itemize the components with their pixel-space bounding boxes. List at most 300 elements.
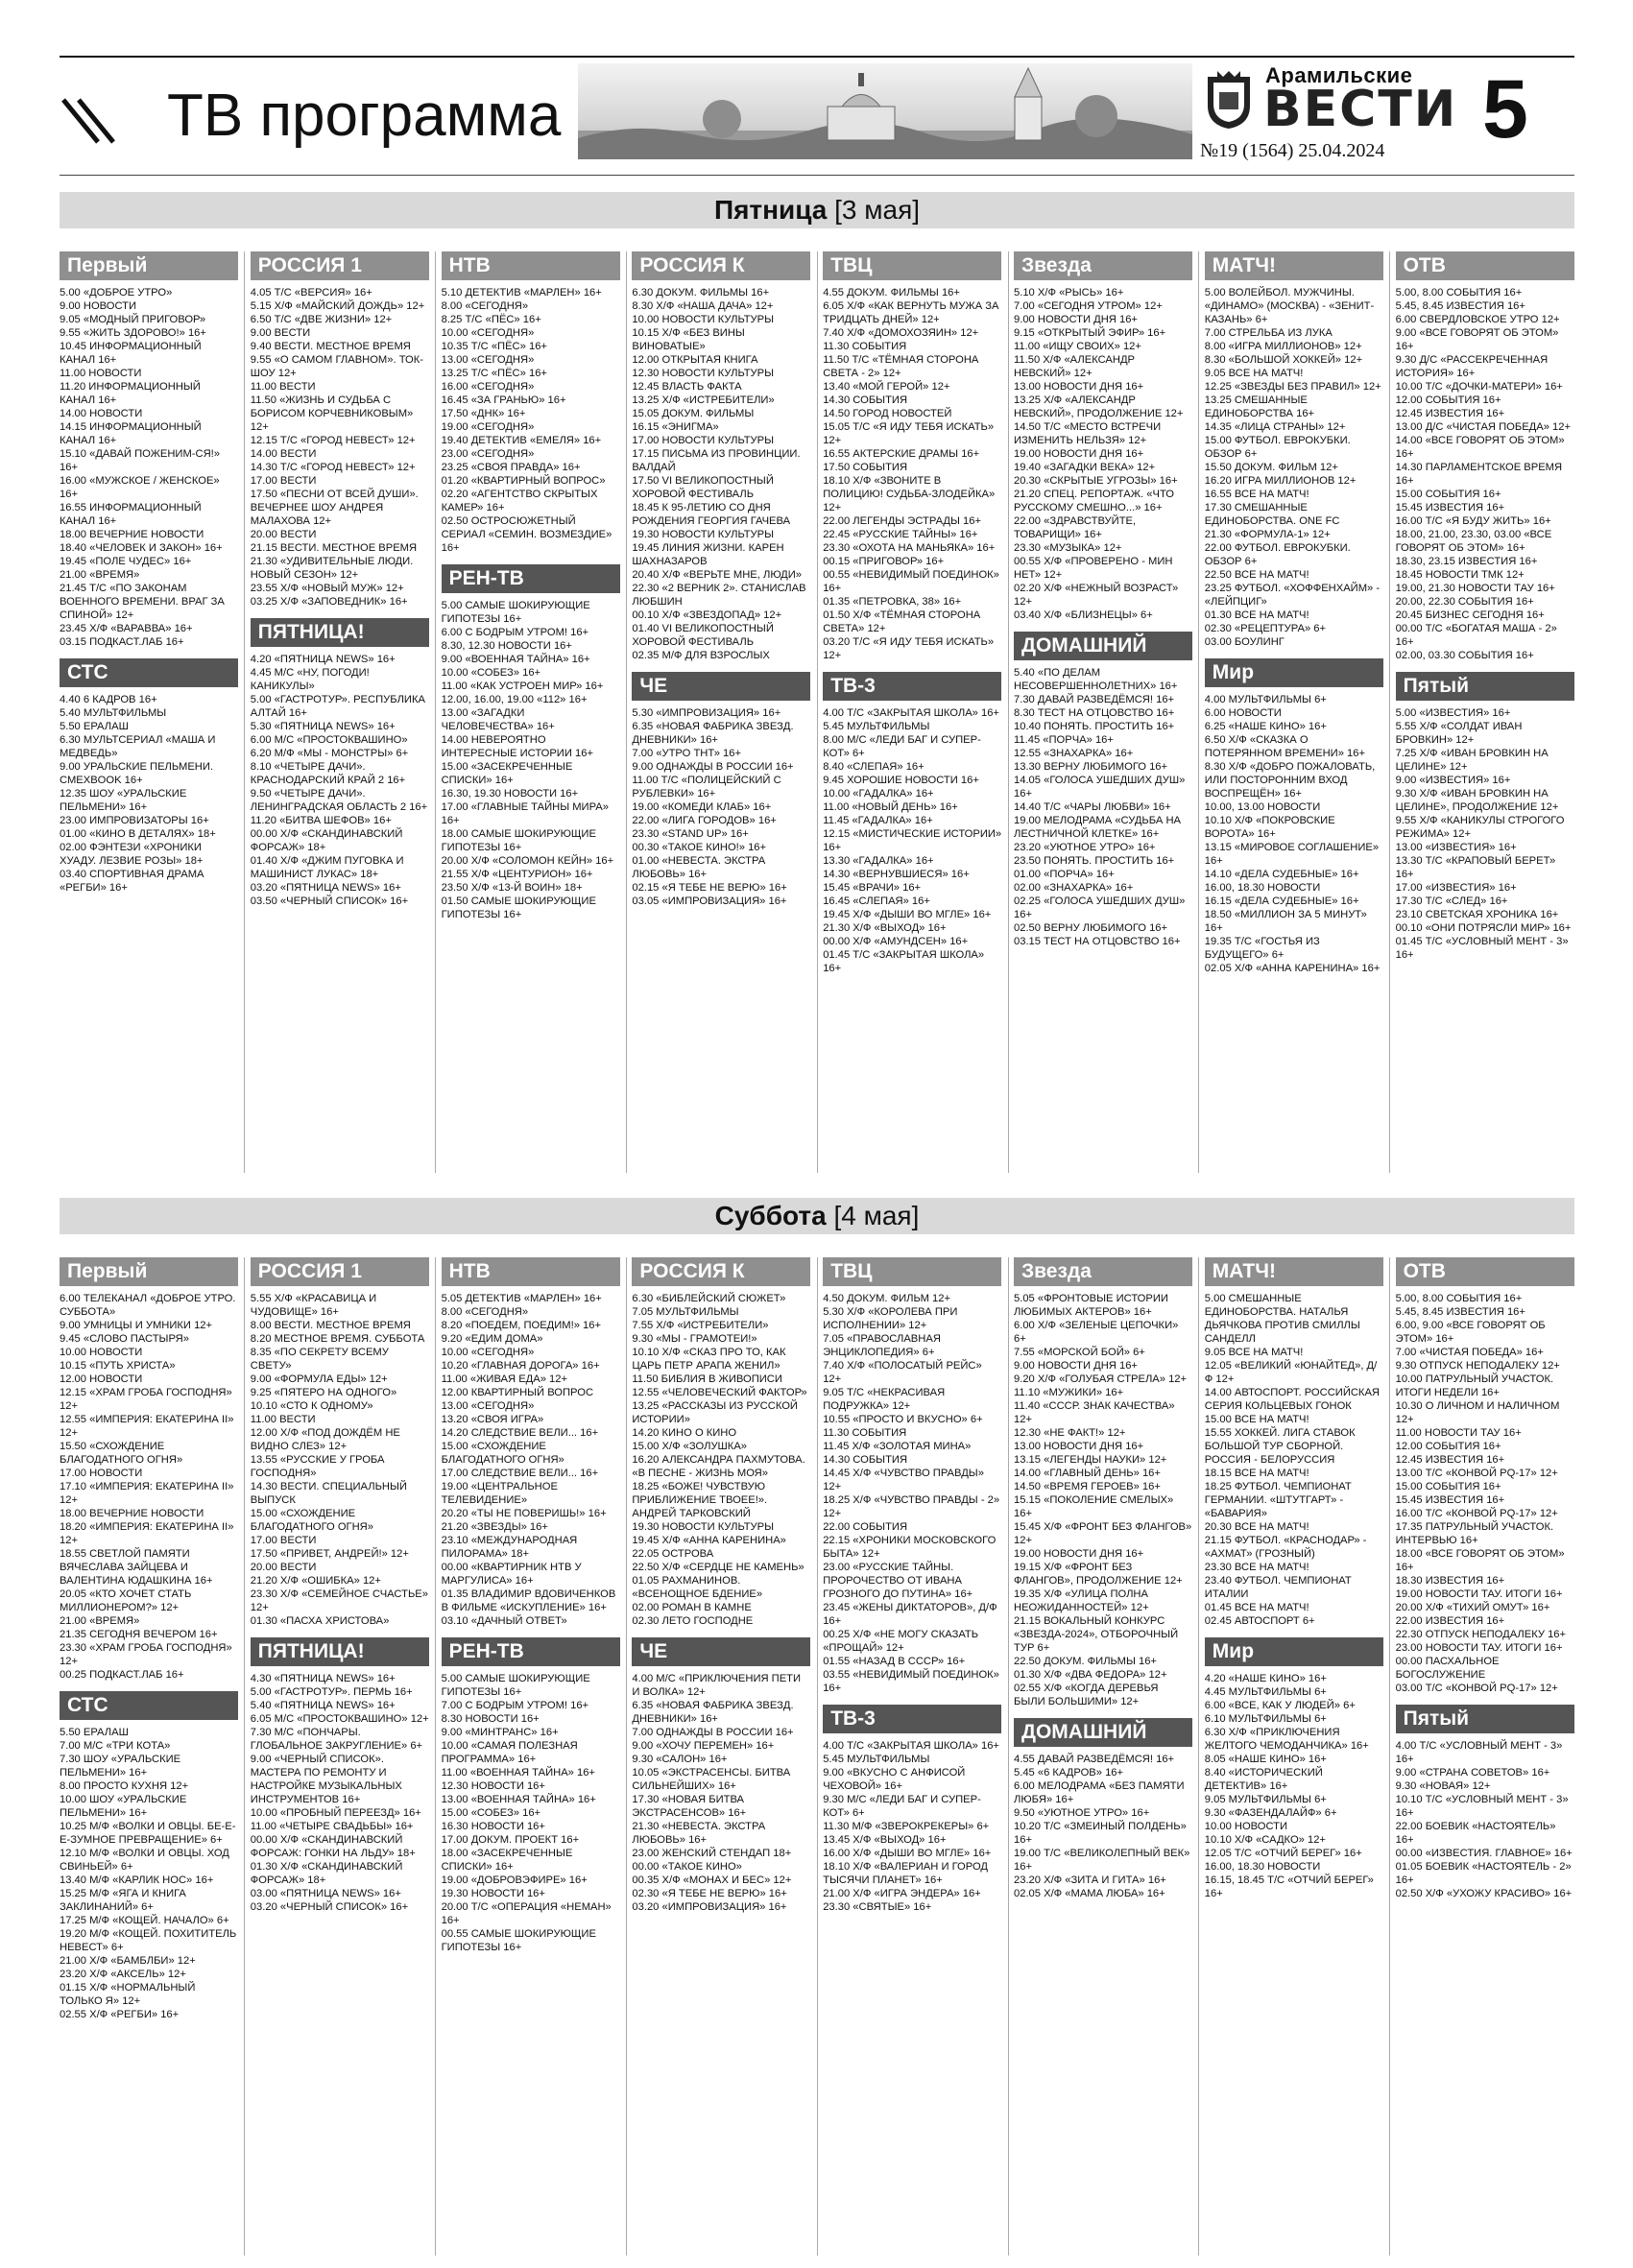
program-item: 4.55 ДОКУМ. ФИЛЬМЫ 16+	[823, 287, 960, 298]
program-item: 15.10 «ДАВАЙ ПОЖЕНИМ-СЯ!» 16+	[60, 448, 221, 473]
program-item: 8.30 «БОЛЬШОЙ ХОККЕЙ» 12+	[1204, 354, 1363, 366]
channel-header: РОССИЯ К	[632, 251, 810, 280]
channel-header: Мир	[1205, 658, 1383, 687]
program-item: 03.10 «ДАЧНЫЙ ОТВЕТ»	[441, 1615, 567, 1627]
program-item: 9.00 «ВСЕ ГОВОРЯТ ОБ ЭТОМ» 16+	[1395, 327, 1559, 352]
program-item: 4.40 6 КАДРОВ 16+	[60, 694, 157, 705]
channel-header: МАТЧ!	[1205, 1257, 1383, 1286]
program-item: 22.00 ЛЕГЕНДЫ ЭСТРАДЫ 16+	[823, 515, 981, 527]
program-item: 23.00 «РУССКИЕ ТАЙНЫ. ПРОРОЧЕСТВО ОТ ИВАНА ГРОЗНОГО ДО ПУТИНА» 16+	[823, 1562, 973, 1600]
program-item: 21.30 «ФОРМУЛА-1» 12+	[1204, 529, 1331, 540]
program-item: 23.45 Х/Ф «ВАРАВВА» 16+	[60, 623, 193, 634]
program-item: 13.30 ВЕРНУ ЛЮБИМОГО 16+	[1014, 761, 1168, 773]
program-item: 14.00 «ГЛАВНЫЙ ДЕНЬ» 16+	[1014, 1468, 1161, 1479]
program-item: 23.45 «ЖЕНЫ ДИКТАТОРОВ», Д/Ф 16+	[823, 1602, 997, 1627]
program-item: 5.00 СМЕШАННЫЕ ЕДИНОБОРСТВА. НАТАЛЬЯ ДЬЯЧКОВА ПРОТИВ СМИЛЛЫ САНДЕЛЛ	[1204, 1293, 1360, 1345]
day-name: Суббота	[714, 1201, 827, 1230]
program-item: 00.55 САМЫЕ ШОКИРУЮЩИЕ ГИПОТЕЗЫ 16+	[441, 1928, 596, 1953]
program-item: 11.40 «СССР. ЗНАК КАЧЕСТВА» 12+	[1014, 1400, 1175, 1425]
channel-header: СТС	[60, 1691, 238, 1720]
program-item: 03.40 СПОРТИВНАЯ ДРАМА «РЕГБИ» 16+	[60, 869, 204, 894]
program-item: 14.45 Х/Ф «ЧУВСТВО ПРАВДЫ» 12+	[823, 1468, 984, 1492]
program-item: 19.00 «КОМЕДИ КЛАБ» 16+	[632, 801, 772, 813]
channel-header: Звезда	[1014, 251, 1192, 280]
program-item: 02.30 ЛЕТО ГОСПОДНЕ	[632, 1615, 754, 1627]
program-item: 00.55 «НЕВИДИМЫЙ ПОЕДИНОК» 16+	[823, 569, 999, 594]
schedule-column	[1396, 251, 1574, 962]
program-item: 17.00 «ГЛАВНЫЕ ТАЙНЫ МИРА» 16+	[441, 801, 609, 826]
channel-header: ТВЦ	[823, 1257, 1001, 1286]
program-item: 11.00 ВЕСТИ	[250, 1414, 316, 1425]
program-item: 21.20 СПЕЦ. РЕПОРТАЖ. «ЧТО РУССКОМУ СМЕШНО...» 16+	[1014, 489, 1174, 513]
program-item: 01.40 Х/Ф «ДЖИМ ПУГОВКА И МАШИНИСТ ЛУКАС» 18+	[250, 855, 404, 880]
program-item: 21.15 ФУТБОЛ. «КРАСНОДАР» - «АХМАТ» (ГРОЗНЫЙ)	[1204, 1535, 1367, 1560]
column-separator	[244, 1257, 245, 2256]
program-item: 14.00 НОВОСТИ	[60, 408, 143, 419]
program-list	[251, 286, 429, 609]
program-item: 11.50 «ЖИЗНЬ И СУДЬБА С БОРИСОМ КОРЧЕВНИКОВЫМ» 12+	[250, 394, 414, 433]
program-item: 10.25 М/Ф «ВОЛКИ И ОВЦЫ. БЕ-Е-Е-ЗУМНОЕ ПРЕВРАЩЕНИЕ» 6+	[60, 1821, 236, 1846]
program-item: 18.30 ИЗВЕСТИЯ 16+	[1395, 1575, 1505, 1587]
program-item: 15.00 Х/Ф «ЗОЛУШКА»	[632, 1441, 748, 1452]
program-item: 21.00 Х/Ф «ИГРА ЭНДЕРА» 16+	[823, 1888, 981, 1899]
program-item: 5.30 «ИМПРОВИЗАЦИЯ» 16+	[632, 707, 781, 719]
newspaper-logo	[1200, 63, 1458, 164]
program-item: 4.00 Т/С «ЗАКРЫТАЯ ШКОЛА» 16+	[823, 1740, 999, 1752]
program-item: 21.15 ВЕСТИ. МЕСТНОЕ ВРЕМЯ	[250, 542, 418, 554]
program-item: 13.25 Х/Ф «ИСТРЕБИТЕЛИ»	[632, 394, 775, 406]
program-item: 18.25 ФУТБОЛ. ЧЕМПИОНАТ ГЕРМАНИИ. «ШТУТГАРТ» - «БАВАРИЯ»	[1204, 1481, 1352, 1519]
program-item: 18.00 «ВСЕ ГОВОРЯТ ОБ ЭТОМ» 16+	[1395, 1548, 1565, 1573]
day-bar-saturday	[60, 1198, 1574, 1234]
program-item: 22.50 ДОКУМ. ФИЛЬМЫ 16+	[1014, 1656, 1157, 1667]
program-item: 11.45 Х/Ф «ЗОЛОТАЯ МИНА»	[823, 1441, 972, 1452]
program-item: 21.30 «НЕВЕСТА. ЭКСТРА ЛЮБОВЬ» 16+	[632, 1821, 766, 1846]
program-item: 17.50 VI ВЕЛИКОПОСТНЫЙ ХОРОВОЙ ФЕСТИВАЛЬ	[632, 475, 774, 500]
program-item: 23.00 НОВОСТИ ТАУ. ИТОГИ 16+	[1395, 1642, 1563, 1654]
program-item: 9.00 «ИЗВЕСТИЯ» 16+	[1395, 775, 1511, 786]
program-item: 9.30 ОТПУСК НЕПОДАЛЕКУ 12+	[1395, 1360, 1560, 1372]
program-item: 15.50 «СХОЖДЕНИЕ БЛАГОДАТНОГО ОГНЯ»	[60, 1441, 183, 1466]
program-item: 22.00 «ЗДРАВСТВУЙТЕ, ТОВАРИЩИ» 16+	[1014, 515, 1137, 540]
program-item: 17.00 ВЕСТИ	[250, 1535, 317, 1546]
program-item: 01.30 Х/Ф «ДВА ФЕДОРА» 12+	[1014, 1669, 1167, 1681]
program-item: 8.30 Х/Ф «ДОБРО ПОЖАЛОВАТЬ, ИЛИ ПОСТОРОННИМ ВХОД ВОСПРЕЩЁН» 16+	[1204, 761, 1376, 800]
program-item: 10.10 Т/С «УСЛОВНЫЙ МЕНТ - 3» 16+	[1395, 1794, 1569, 1819]
channel-header: ПЯТНИЦА!	[251, 1637, 429, 1666]
program-item: 14.30 ПАРЛАМЕНТСКОЕ ВРЕМЯ 16+	[1395, 462, 1563, 487]
program-item: 01.30 Х/Ф «СКАНДИНАВСКИЙ ФОРСАЖ» 18+	[250, 1861, 403, 1886]
day-bar-friday	[60, 192, 1574, 228]
program-item: 01.35 ВЛАДИМИР ВДОВИЧЕНКОВ В ФИЛЬМЕ «ИСКУПЛЕНИЕ» 16+	[441, 1588, 616, 1613]
program-item: 13.30 «ГАДАЛКА» 16+	[823, 855, 934, 867]
program-item: 03.05 «ИМПРОВИЗАЦИЯ» 16+	[632, 895, 787, 907]
channel-header: СТС	[60, 658, 238, 687]
program-item: 18.15 ВСЕ НА МАТЧ!	[1204, 1468, 1309, 1479]
channel-header: НТВ	[442, 251, 620, 280]
program-item: 21.15 ВОКАЛЬНЫЙ КОНКУРС «ЗВЕЗДА-2024», ОТБОРОЧНЫЙ ТУР 6+	[1014, 1615, 1179, 1654]
program-item: 9.55 «О САМОМ ГЛАВНОМ». ТОК-ШОУ 12+	[250, 354, 423, 379]
program-item: 19.45 «ПОЛЕ ЧУДЕС» 16+	[60, 556, 192, 567]
program-item: 22.00 СОБЫТИЯ	[823, 1521, 908, 1533]
program-item: 20.00, 22.30 СОБЫТИЯ 16+	[1395, 596, 1534, 608]
program-item: 9.00 ОДНАЖДЫ В РОССИИ 16+	[632, 761, 794, 773]
section-title: ТВ программа	[167, 83, 562, 149]
program-item: 18.00 ВЕЧЕРНИЕ НОВОСТИ	[60, 1508, 204, 1519]
program-item: 18.30, 23.15 ИЗВЕСТИЯ 16+	[1395, 556, 1538, 567]
program-item: 02.20 «АГЕНТСТВО СКРЫТЫХ КАМЕР» 16+	[441, 489, 598, 513]
program-item: 19.30 НОВОСТИ 16+	[441, 1888, 545, 1899]
program-item: 7.55 «МОРСКОЙ БОЙ» 6+	[1014, 1347, 1145, 1358]
program-item: 9.00 ВЕСТИ	[250, 327, 311, 339]
program-item: 5.45, 8.45 ИЗВЕСТИЯ 16+	[1395, 300, 1525, 312]
program-item: 9.05 «МОДНЫЙ ПРИГОВОР»	[60, 314, 206, 325]
program-item: 13.15 «МИРОВОЕ СОГЛАШЕНИЕ» 16+	[1204, 842, 1380, 867]
program-item: 8.30, 12.30 НОВОСТИ 16+	[441, 640, 572, 652]
program-list	[442, 1292, 620, 1628]
program-item: 22.50 Х/Ф «СЕРДЦЕ НЕ КАМЕНЬ»	[632, 1562, 804, 1573]
program-item: 01.00 «ПОРЧА» 16+	[1014, 869, 1115, 880]
program-item: 6.30 «БИБЛЕЙСКИЙ СЮЖЕТ»	[632, 1293, 786, 1304]
program-item: 21.20 «ЗВЕЗДЫ» 16+	[441, 1521, 548, 1533]
program-item: 6.25 «НАШЕ КИНО» 16+	[1204, 721, 1327, 732]
program-item: 7.00 «УТРО ТНТ» 16+	[632, 748, 742, 759]
program-item: 17.50 «ДНК» 16+	[441, 408, 526, 419]
program-item: 8.30 ТЕСТ НА ОТЦОВСТВО 16+	[1014, 707, 1175, 719]
program-item: 5.05 ДЕТЕКТИВ «МАРЛЕН» 16+	[441, 1293, 602, 1304]
program-item: 00.00 «ИЗВЕСТИЯ. ГЛАВНОЕ» 16+	[1395, 1848, 1573, 1859]
program-list	[442, 1672, 620, 1954]
program-item: 14.50 ГОРОД НОВОСТЕЙ	[823, 408, 952, 419]
program-item: 12.15 «ХРАМ ГРОБА ГОСПОДНЯ» 12+	[60, 1387, 232, 1412]
program-item: 19.20 М/Ф «КОЩЕЙ. ПОХИТИТЕЛЬ НЕВЕСТ» 6+	[60, 1928, 237, 1953]
program-item: 19.00 НОВОСТИ ДНЯ 16+	[1014, 1548, 1144, 1560]
program-item: 13.00 Т/С «КОНВОЙ PQ-17» 12+	[1395, 1468, 1558, 1479]
program-item: 6.30 ДОКУМ. ФИЛЬМЫ 16+	[632, 287, 770, 298]
program-item: 23.40 ФУТБОЛ. ЧЕМПИОНАТ ИТАЛИИ	[1204, 1575, 1352, 1600]
channel-header: ПЯТНИЦА!	[251, 618, 429, 647]
program-list	[60, 1726, 238, 2021]
program-item: 11.50 БИБЛИЯ В ЖИВОПИСИ	[632, 1373, 782, 1385]
program-item: 8.25 Т/С «ПЁС» 16+	[441, 314, 541, 325]
program-item: 10.00 НОВОСТИ КУЛЬТУРЫ	[632, 314, 775, 325]
program-item: 11.45 «ГАДАЛКА» 16+	[823, 815, 933, 826]
program-item: 13.00 «СЕГОДНЯ»	[441, 354, 535, 366]
program-item: 00.30 «ТАКОЕ КИНО!» 16+	[632, 842, 767, 853]
program-item: 6.35 «НОВАЯ ФАБРИКА ЗВЕЗД. ДНЕВНИКИ» 16+	[632, 1700, 794, 1725]
program-item: 12.05 Т/С «ОТЧИЙ БЕРЕГ» 16+	[1204, 1848, 1362, 1859]
program-item: 16.00 Т/С «Я БУДУ ЖИТЬ» 16+	[1395, 515, 1551, 527]
program-item: 10.05 «ЭКСТРАСЕНСЫ. БИТВА СИЛЬНЕЙШИХ» 16+	[632, 1767, 791, 1792]
program-item: 10.55 «ПРОСТО И ВКУСНО» 6+	[823, 1414, 983, 1425]
program-item: 02.25 «ГОЛОСА УШЕДШИХ ДУШ» 16+	[1014, 895, 1186, 920]
program-item: 01.35 «ПЕТРОВКА, 38» 16+	[823, 596, 962, 608]
program-item: 23.30 «МУЗЫКА» 12+	[1014, 542, 1122, 554]
program-item: 19.00 НОВОСТИ ТАУ. ИТОГИ 16+	[1395, 1588, 1563, 1600]
program-item: 8.30 Х/Ф «НАША ДАЧА» 12+	[632, 300, 774, 312]
program-item: 01.45 ВСЕ НА МАТЧ!	[1204, 1602, 1309, 1613]
program-item: 22.00 «ЛИГА ГОРОДОВ» 16+	[632, 815, 777, 826]
program-item: 13.00 НОВОСТИ ДНЯ 16+	[1014, 1441, 1144, 1452]
program-item: 9.00 «ФОРМУЛА ЕДЫ» 12+	[250, 1373, 388, 1385]
program-item: 17.50 СОБЫТИЯ	[823, 462, 908, 473]
program-item: 02.00 ФЭНТЕЗИ «ХРОНИКИ ХУАДУ. ЛЕЗВИЕ РОЗЫ» 18+	[60, 842, 204, 867]
program-item: 13.55 «РУССКИЕ У ГРОБА ГОСПОДНЯ»	[250, 1454, 385, 1479]
program-item: 22.45 «РУССКИЕ ТАЙНЫ» 16+	[823, 529, 978, 540]
program-item: 00.25 ПОДКАСТ.ЛАБ 16+	[60, 1669, 184, 1681]
channel-header: РЕН-ТВ	[442, 564, 620, 593]
program-item: 4.20 «ПЯТНИЦА NEWS» 16+	[250, 654, 396, 665]
program-item: 5.00 ВОЛЕЙБОЛ. МУЖЧИНЫ. «ДИНАМО» (МОСКВА) - «ЗЕНИТ-КАЗАНЬ» 6+	[1204, 287, 1375, 325]
program-item: 8.00 «ИГРА МИЛЛИОНОВ» 12+	[1204, 341, 1362, 352]
program-item: 4.20 «НАШЕ КИНО» 16+	[1204, 1673, 1327, 1684]
program-item: 13.25 «РАССКАЗЫ ИЗ РУССКОЙ ИСТОРИИ»	[632, 1400, 798, 1425]
program-item: 9.30 Д/С «РАССЕКРЕЧЕННАЯ ИСТОРИЯ» 16+	[1395, 354, 1549, 379]
channel-header: Мир	[1205, 1637, 1383, 1666]
program-item: 18.00 «ЗАСЕКРЕЧЕННЫЕ СПИСКИ» 16+	[441, 1848, 573, 1873]
program-list	[251, 653, 429, 908]
program-item: 9.30 «ФАЗЕНДАЛАЙФ» 6+	[1204, 1807, 1337, 1819]
channel-header: ЧЕ	[632, 672, 810, 701]
program-item: 8.20 МЕСТНОЕ ВРЕМЯ. СУББОТА	[250, 1333, 425, 1345]
program-item: 03.20 Т/С «Я ИДУ ТЕБЯ ИСКАТЬ» 12+	[823, 636, 995, 661]
program-item: 11.20 «БИТВА ШЕФОВ» 16+	[250, 815, 392, 826]
program-item: 17.50 «ПЕСНИ ОТ ВСЕЙ ДУШИ». ВЕЧЕРНЕЕ ШОУ АНДРЕЯ МАЛАХОВА 12+	[250, 489, 419, 527]
program-item: 22.50 ВСЕ НА МАТЧ!	[1204, 569, 1309, 581]
program-item: 12.15 Т/С «ГОРОД НЕВЕСТ» 12+	[250, 435, 416, 446]
program-item: 7.40 Х/Ф «ПОЛОСАТЫЙ РЕЙС» 12+	[823, 1360, 982, 1385]
program-item: 01.50 Х/Ф «ТЁМНАЯ СТОРОНА СВЕТА» 12+	[823, 609, 981, 634]
program-item: 4.05 Т/С «ВЕРСИЯ» 16+	[250, 287, 372, 298]
program-item: 15.45 ИЗВЕСТИЯ 16+	[1395, 1494, 1505, 1506]
program-item: 23.20 Х/Ф «ЗИТА И ГИТА» 16+	[1014, 1874, 1166, 1886]
program-item: 9.50 «УЮТНОЕ УТРО» 16+	[1014, 1807, 1150, 1819]
program-item: 15.55 ХОККЕЙ. ЛИГА СТАВОК БОЛЬШОЙ ТУР СБОРНОЙ. РОССИЯ - БЕЛОРУССИЯ	[1204, 1427, 1356, 1466]
program-item: 5.05 «ФРОНТОВЫЕ ИСТОРИИ ЛЮБИМЫХ АКТЕРОВ» 16+	[1014, 1293, 1168, 1318]
channel-header: Первый	[60, 251, 238, 280]
program-item: 10.20 «ГЛАВНАЯ ДОРОГА» 16+	[441, 1360, 600, 1372]
program-item: 20.00 ВЕСТИ	[250, 1562, 317, 1573]
program-item: 18.55 СВЕТЛОЙ ПАМЯТИ ВЯЧЕСЛАВА ЗАЙЦЕВА И ВАЛЕНТИНА ЮДАШКИНА 16+	[60, 1548, 213, 1587]
issue-number: №19 (1564) 25.04.2024	[1200, 140, 1385, 161]
program-item: 7.00 «ЧИСТАЯ ПОБЕДА» 16+	[1395, 1347, 1544, 1358]
program-item: 4.00 МУЛЬТФИЛЬМЫ 6+	[1204, 694, 1327, 705]
program-item: 17.00 НОВОСТИ КУЛЬТУРЫ	[632, 435, 775, 446]
program-item: 8.40 «ИСТОРИЧЕСКИЙ ДЕТЕКТИВ» 16+	[1204, 1767, 1323, 1792]
program-item: 6.30 МУЛЬТСЕРИАЛ «МАША И МЕДВЕДЬ»	[60, 734, 216, 759]
channel-header: РОССИЯ 1	[251, 251, 429, 280]
program-item: 01.50 САМЫЕ ШОКИРУЮЩИЕ ГИПОТЕЗЫ 16+	[441, 895, 596, 920]
header-rule	[60, 175, 1574, 176]
program-item: 15.00 «СХОЖДЕНИЕ БЛАГОДАТНОГО ОГНЯ»	[441, 1441, 564, 1466]
program-item: 8.40 «СЛЕПАЯ» 16+	[823, 761, 925, 773]
program-item: 12.10 М/Ф «ВОЛКИ И ОВЦЫ. ХОД СВИНЬЕЙ» 6+	[60, 1848, 229, 1873]
program-item: 7.30 ШОУ «УРАЛЬСКИЕ ПЕЛЬМЕНИ» 16+	[60, 1754, 181, 1779]
program-item: 19.30 НОВОСТИ КУЛЬТУРЫ	[632, 529, 775, 540]
program-item: 03.55 «НЕВИДИМЫЙ ПОЕДИНОК» 16+	[823, 1669, 999, 1694]
program-item: 18.00 САМЫЕ ШОКИРУЮЩИЕ ГИПОТЕЗЫ 16+	[441, 828, 596, 853]
column-separator	[1198, 1257, 1199, 2256]
program-item: 8.00 ВЕСТИ. МЕСТНОЕ ВРЕМЯ	[250, 1320, 411, 1331]
program-item: 10.00 «СЕГОДНЯ»	[441, 327, 535, 339]
program-item: 16.55 ИНФОРМАЦИОННЫЙ КАНАЛ 16+	[60, 502, 202, 527]
program-item: 7.00 С БОДРЫМ УТРОМ! 16+	[441, 1700, 589, 1711]
program-item: 00.25 Х/Ф «НЕ МОГУ СКАЗАТЬ «ПРОЩАЙ» 12+	[823, 1629, 979, 1654]
program-list	[1396, 1292, 1574, 1695]
program-item: 21.00 «ВРЕМЯ»	[60, 1615, 140, 1627]
program-item: 9.00 НОВОСТИ ДНЯ 16+	[1014, 314, 1138, 325]
program-item: 14.30 СОБЫТИЯ	[823, 394, 908, 406]
day-name: Пятница	[713, 195, 828, 225]
program-item: 9.30 Х/Ф «ИВАН БРОВКИН НА ЦЕЛИНЕ», ПРОДОЛЖЕНИЕ 12+	[1395, 788, 1559, 813]
program-item: 10.00 «ГАДАЛКА» 16+	[823, 788, 934, 800]
program-item: 10.00 НОВОСТИ	[1204, 1821, 1288, 1832]
program-item: 10.10 Х/Ф «САДКО» 12+	[1204, 1834, 1326, 1846]
program-item: 00.00 «КВАРТИРНИК НТВ У МАРГУЛИСА» 16+	[441, 1562, 582, 1587]
program-item: 5.45 «6 КАДРОВ» 16+	[1014, 1767, 1124, 1779]
program-item: 12.45 ВЛАСТЬ ФАКТА	[632, 381, 742, 393]
program-item: 20.00 Х/Ф «СОЛОМОН КЕЙН» 16+	[441, 855, 614, 867]
program-list	[1205, 693, 1383, 975]
program-item: 15.15 «ПОКОЛЕНИЕ СМЕЛЫХ» 16+	[1014, 1494, 1174, 1519]
program-item: 20.30 ВСЕ НА МАТЧ!	[1204, 1521, 1309, 1533]
program-item: 23.00 «СЕГОДНЯ»	[441, 448, 535, 460]
channel-header: ТВ-3	[823, 1705, 1001, 1733]
program-item: 15.00 «СХОЖДЕНИЕ БЛАГОДАТНОГО ОГНЯ»	[250, 1508, 373, 1533]
program-item: 03.50 «ЧЕРНЫЙ СПИСОК» 16+	[250, 895, 409, 907]
program-item: 6.05 Х/Ф «КАК ВЕРНУТЬ МУЖА ЗА ТРИДЦАТЬ ДНЕЙ» 12+	[823, 300, 999, 325]
channel-header: ДОМАШНИЙ	[1014, 1718, 1192, 1747]
program-item: 02.00, 03.30 СОБЫТИЯ 16+	[1395, 650, 1534, 661]
program-item: 13.00 «ИЗВЕСТИЯ» 16+	[1395, 842, 1517, 853]
program-item: 9.00 УМНИЦЫ И УМНИКИ 12+	[60, 1320, 213, 1331]
program-item: 23.30 «СВЯТЫЕ» 16+	[823, 1901, 932, 1913]
program-item: 14.00 «ВСЕ ГОВОРЯТ ОБ ЭТОМ» 16+	[1395, 435, 1565, 460]
schedule-grid-saturday	[60, 1257, 1574, 2256]
program-item: 01.45 Т/С «ЗАКРЫТАЯ ШКОЛА» 16+	[823, 949, 985, 974]
program-item: 13.00 «ЗАГАДКИ ЧЕЛОВЕЧЕСТВА» 16+	[441, 707, 555, 732]
program-item: 9.20 «ЕДИМ ДОМА»	[441, 1333, 543, 1345]
program-list	[1014, 1753, 1192, 1900]
program-item: 12.00 ОТКРЫТАЯ КНИГА	[632, 354, 758, 366]
program-item: 17.00 НОВОСТИ	[60, 1468, 143, 1479]
program-item: 23.00 ИМПРОВИЗАТОРЫ 16+	[60, 815, 209, 826]
logo-title: ВЕСТИ	[1263, 81, 1458, 138]
program-item: 8.05 «НАШЕ КИНО» 16+	[1204, 1754, 1327, 1765]
schedule-column	[632, 251, 810, 908]
program-item: 7.05 «ПРАВОСЛАВНАЯ ЭНЦИКЛОПЕДИЯ» 6+	[823, 1333, 941, 1358]
program-item: 17.10 «ИМПЕРИЯ: ЕКАТЕРИНА II» 12+	[60, 1481, 234, 1506]
program-item: 02.55 Х/Ф «КОГДА ДЕРЕВЬЯ БЫЛИ БОЛЬШИМИ» 12+	[1014, 1683, 1159, 1707]
program-item: 21.45 Т/С «ПО ЗАКОНАМ ВОЕННОГО ВРЕМЕНИ. ВРАГ ЗА СПИНОЙ» 12+	[60, 583, 225, 621]
program-item: 16.20 АЛЕКСАНДРА ПАХМУТОВА. «В ПЕСНЕ - ЖИЗНЬ МОЯ»	[632, 1454, 805, 1479]
program-item: 20.40 Х/Ф «ВЕРЬТЕ МНЕ, ЛЮДИ»	[632, 569, 802, 581]
program-item: 12.00 Х/Ф «ПОД ДОЖДЁМ НЕ ВИДНО СЛЕЗ» 12+	[250, 1427, 400, 1452]
program-item: 9.50 «ЧЕТЫРЕ ДАЧИ». ЛЕНИНГРАДСКАЯ ОБЛАСТЬ 2 16+	[250, 788, 428, 813]
program-item: 02.15 «Я ТЕБЕ НЕ ВЕРЮ» 16+	[632, 882, 787, 894]
program-item: 19.30 НОВОСТИ КУЛЬТУРЫ	[632, 1521, 775, 1533]
column-separator	[435, 251, 436, 1173]
program-item: 5.00 «ДОБРОЕ УТРО»	[60, 287, 173, 298]
program-list	[1014, 666, 1192, 948]
channel-header: ТВЦ	[823, 251, 1001, 280]
program-item: 10.15 «ПУТЬ ХРИСТА»	[60, 1360, 176, 1372]
program-item: 16.45 «ЗА ГРАНЬЮ» 16+	[441, 394, 566, 406]
program-item: 5.15 Х/Ф «МАЙСКИЙ ДОЖДЬ» 12+	[250, 300, 425, 312]
program-item: 15.00 СОБЫТИЯ 16+	[1395, 1481, 1501, 1492]
program-item: 5.00 САМЫЕ ШОКИРУЮЩИЕ ГИПОТЕЗЫ 16+	[441, 1673, 590, 1698]
program-item: 23.30 Х/Ф «СЕМЕЙНОЕ СЧАСТЬЕ» 12+	[250, 1588, 428, 1613]
program-item: 22.30 «2 ВЕРНИК 2». СТАНИСЛАВ ЛЮБШИН	[632, 583, 806, 608]
program-item: 12.25 «ЗВЕЗДЫ БЕЗ ПРАВИЛ» 12+	[1204, 381, 1381, 393]
program-item: 02.35 М/Ф ДЛЯ ВЗРОСЛЫХ	[632, 650, 770, 661]
day-date: [4 мая]	[833, 1201, 920, 1230]
program-item: 23.25 «СВОЯ ПРАВДА» 16+	[441, 462, 581, 473]
program-item: 12.55 «ЧЕЛОВЕЧЕСКИЙ ФАКТОР»	[632, 1387, 807, 1398]
program-list	[823, 1292, 1001, 1695]
program-item: 6.00 Х/Ф «ЗЕЛЕНЫЕ ЦЕПОЧКИ» 6+	[1014, 1320, 1179, 1345]
program-item: 9.55 Х/Ф «КАНИКУЛЫ СТРОГОГО РЕЖИМА» 12+	[1395, 815, 1565, 840]
channel-header: РОССИЯ 1	[251, 1257, 429, 1286]
channel-header: ОТВ	[1396, 251, 1574, 280]
column-separator	[1389, 1257, 1390, 2256]
column-separator	[626, 1257, 627, 2256]
program-item: 13.40 «МОЙ ГЕРОЙ» 12+	[823, 381, 950, 393]
program-item: 4.55 ДАВАЙ РАЗВЕДЁМСЯ! 16+	[1014, 1754, 1175, 1765]
program-item: 00.00 Х/Ф «АМУНДСЕН» 16+	[823, 936, 969, 947]
program-item: 03.20 «ЧЕРНЫЙ СПИСОК» 16+	[250, 1901, 409, 1913]
program-item: 14.30 «ВЕРНУВШИЕСЯ» 16+	[823, 869, 970, 880]
program-item: 22.30 ОТПУСК НЕПОДАЛЕКУ 16+	[1395, 1629, 1567, 1640]
program-item: 5.40 «ПО ДЕЛАМ НЕСОВЕРШЕННОЛЕТНИХ» 16+	[1014, 667, 1178, 692]
program-item: 9.00 УРАЛЬСКИЕ ПЕЛЬМЕНИ. СМЕХBOOK 16+	[60, 761, 214, 786]
program-item: 7.00 ОДНАЖДЫ В РОССИИ 16+	[632, 1727, 794, 1738]
program-item: 20.45 БИЗНЕС СЕГОДНЯ 16+	[1395, 609, 1545, 621]
program-item: 11.00 «НОВЫЙ ДЕНЬ» 16+	[823, 801, 958, 813]
program-item: 16.00 «МУЖСКОЕ / ЖЕНСКОЕ» 16+	[60, 475, 220, 500]
program-item: 16.15, 18.45 Т/С «ОТЧИЙ БЕРЕГ» 16+	[1204, 1874, 1374, 1899]
program-item: 19.00 «ЦЕНТРАЛЬНОЕ ТЕЛЕВИДЕНИЕ»	[441, 1481, 558, 1506]
program-list	[632, 1292, 810, 1628]
program-item: 23.25 ФУТБОЛ. «ХОФФЕНХАЙМ» - «ЛЕЙПЦИГ»	[1204, 583, 1381, 608]
program-item: 16.55 ВСЕ НА МАТЧ!	[1204, 489, 1309, 500]
program-item: 7.00 М/С «ТРИ КОТА»	[60, 1740, 171, 1752]
program-item: 19.40 «ЗАГАДКИ ВЕКА» 12+	[1014, 462, 1156, 473]
program-list	[823, 286, 1001, 662]
schedule-column	[823, 1257, 1001, 1914]
program-list	[1396, 1739, 1574, 1900]
program-item: 10.35 Т/С «ПЁС» 16+	[441, 341, 547, 352]
program-item: 14.30 СОБЫТИЯ	[823, 1454, 908, 1466]
program-item: 23.00 ЖЕНСКИЙ СТЕНДАП 18+	[632, 1848, 792, 1859]
program-item: 18.50 «МИЛЛИОН ЗА 5 МИНУТ» 16+	[1204, 909, 1367, 934]
program-item: 14.15 ИНФОРМАЦИОННЫЙ КАНАЛ 16+	[60, 421, 202, 446]
program-item: 6.50 Х/Ф «СКАЗКА О ПОТЕРЯННОМ ВРЕМЕНИ» 16+	[1204, 734, 1366, 759]
program-item: 01.40 VI ВЕЛИКОПОСТНЫЙ ХОРОВОЙ ФЕСТИВАЛЬ	[632, 623, 774, 648]
program-list	[60, 1292, 238, 1682]
program-item: 10.00, 13.00 НОВОСТИ	[1204, 801, 1321, 813]
program-item: 12.35 ШОУ «УРАЛЬСКИЕ ПЕЛЬМЕНИ» 16+	[60, 788, 187, 813]
program-item: 13.20 «СВОЯ ИГРА»	[441, 1414, 544, 1425]
program-item: 10.45 ИНФОРМАЦИОННЫЙ КАНАЛ 16+	[60, 341, 202, 366]
program-item: 17.30 «НОВАЯ БИТВА ЭКСТРАСЕНСОВ» 16+	[632, 1794, 747, 1819]
program-list	[823, 706, 1001, 975]
program-item: 00.00 ПАСХАЛЬНОЕ БОГОСЛУЖЕНИЕ	[1395, 1656, 1500, 1681]
program-item: 7.40 Х/Ф «ДОМОХОЗЯИН» 12+	[823, 327, 979, 339]
program-item: 18.25 Х/Ф «ЧУВСТВО ПРАВДЫ - 2» 12+	[823, 1494, 1000, 1519]
program-item: 01.55 «НАЗАД В СССР» 16+	[823, 1656, 966, 1667]
program-item: 11.30 М/Ф «ЗВЕРОКРЕКЕРЫ» 6+	[823, 1821, 990, 1832]
